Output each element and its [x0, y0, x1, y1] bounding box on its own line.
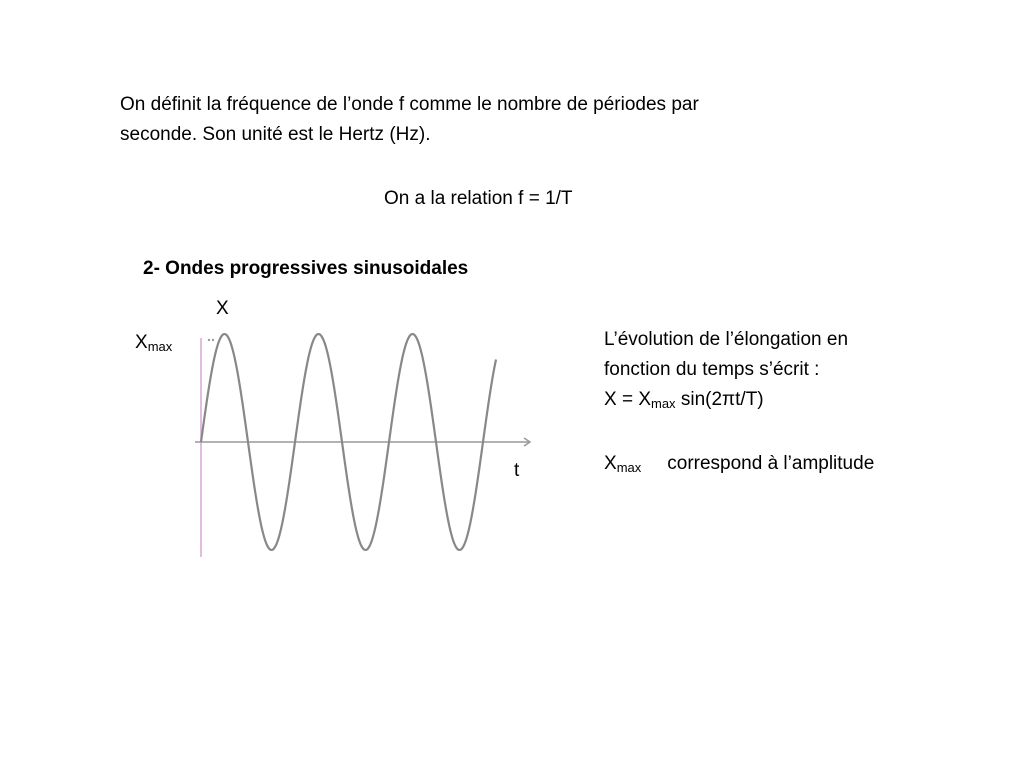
amplitude-axis-label: [135, 328, 172, 358]
equation-prefix: X = X: [604, 389, 651, 410]
elongation-equation: [604, 385, 848, 415]
amplitude-axis-label-main: X: [135, 332, 148, 353]
description-line-1: L’évolution de l’élongation en: [604, 329, 849, 350]
time-axis-label: t: [514, 460, 520, 481]
section-heading: 2- Ondes progressives sinusoidales: [143, 258, 469, 279]
relation-formula: On a la relation f = 1/T: [384, 188, 573, 209]
frequency-definition-paragraph: [120, 90, 699, 150]
paragraph-line-1: On définit la fréquence de l’onde f comme le nombre de périodes par: [120, 94, 699, 115]
equation-suffix: sin(2πt/T): [675, 389, 764, 410]
paragraph-line-2: seconde. Son unité est le Hertz (Hz).: [120, 124, 431, 145]
amplitude-text: correspond à l’amplitude: [667, 453, 875, 474]
amplitude-tick-mark: [208, 339, 210, 341]
y-axis-label: X: [216, 298, 229, 319]
equation-subscript: max: [651, 396, 676, 411]
amplitude-symbol: X: [604, 453, 617, 474]
amplitude-axis-label-sub: max: [147, 339, 173, 354]
amplitude-tick-mark: [212, 339, 214, 341]
description-line-2: fonction du temps s’écrit :: [604, 359, 820, 380]
amplitude-definition: [604, 449, 874, 479]
amplitude-symbol-sub: max: [616, 460, 642, 475]
elongation-description: [604, 325, 848, 415]
sine-wave-graph: [185, 320, 540, 565]
